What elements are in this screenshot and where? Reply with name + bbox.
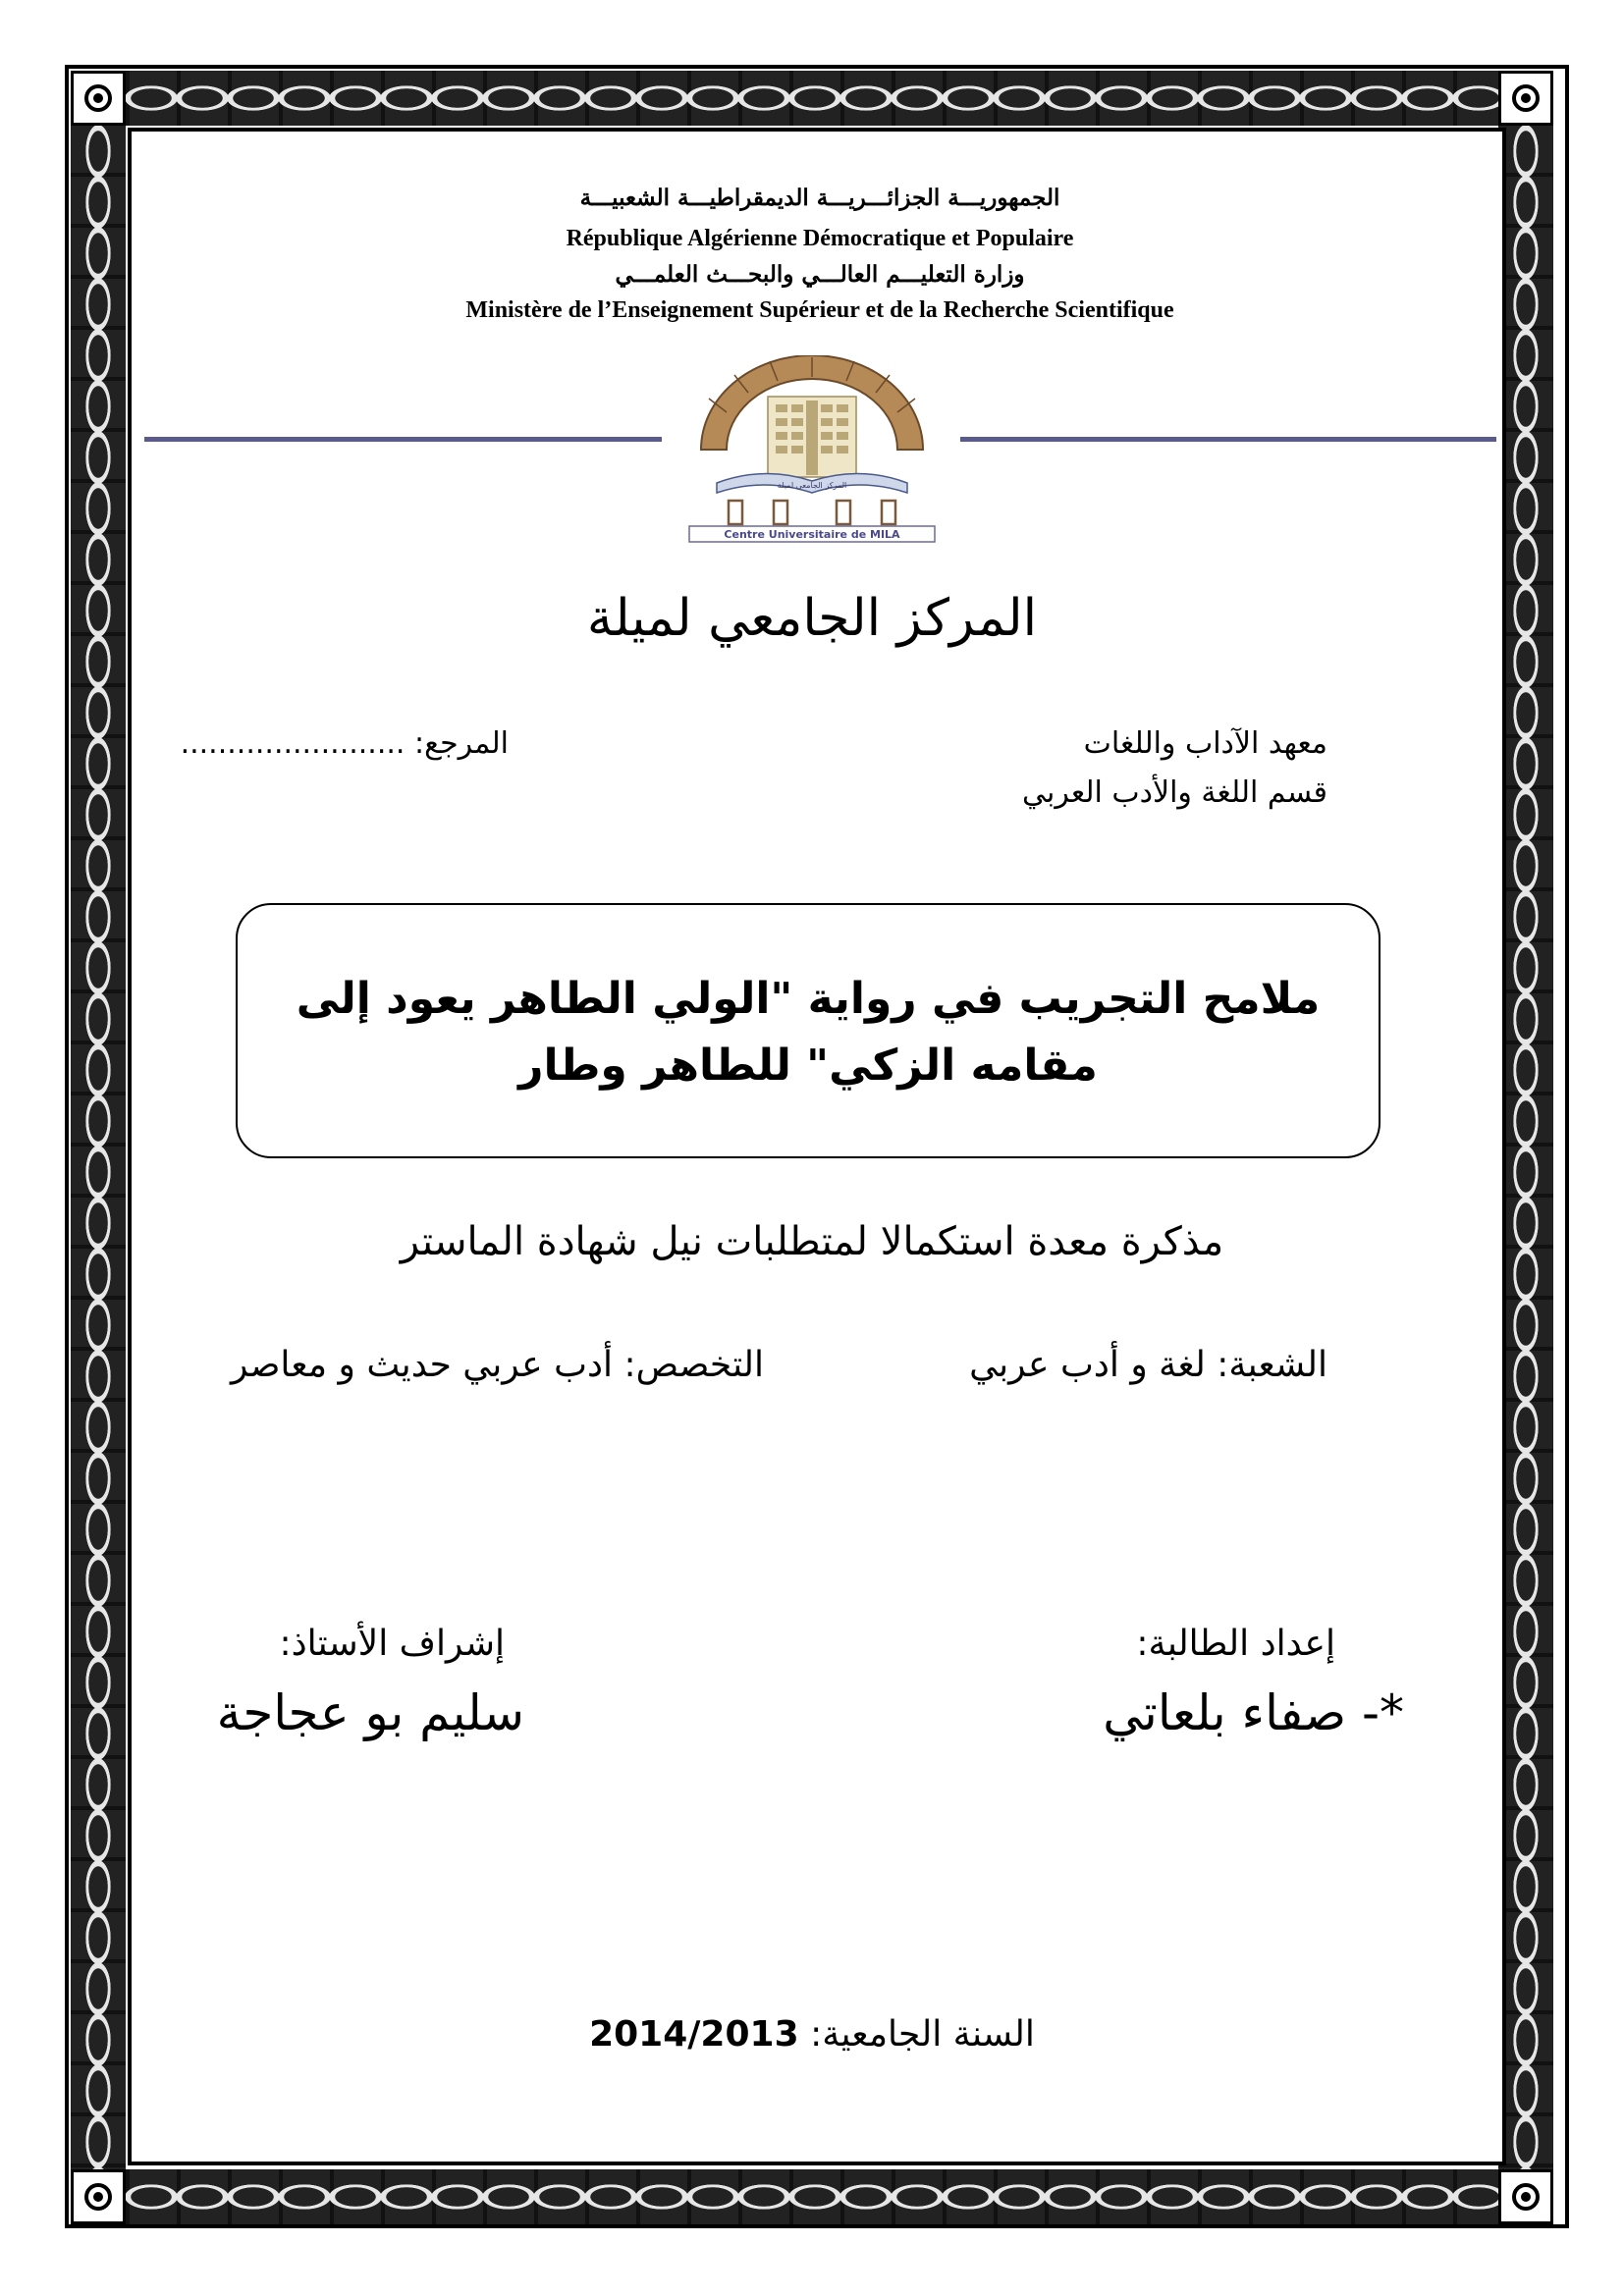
reference-field [181,726,509,761]
university-title: المركز الجامعي لميلة [586,589,1038,648]
academic-year-value: 2014/2013 [589,2014,799,2055]
svg-text:Centre Universitaire de MILA: Centre Universitaire de MILA [724,528,900,541]
border-band-bottom [126,2169,1498,2224]
republic-name-french: République Algérienne Démocratique et Populaire [566,226,1074,251]
reference-label: المرجع: [414,726,509,761]
thesis-title: ملامح التجريب في رواية "الولي الطاهر يعود إلى مقامه الزكي" للطاهر وطار [296,974,1321,1091]
branch-field: الشعبة: لغة و أدب عربي [969,1345,1327,1385]
academic-year-label: السنة الجامعية: [810,2014,1035,2055]
corner-ornament-icon [1498,71,1553,126]
academic-year [393,2014,1231,2055]
ministry-name-arabic: وزارة التعليـــم العالـــي والبحـــث العلمـــي [615,261,1025,288]
student-name: *- صفاء بلعاتي [1103,1684,1404,1741]
header-rule-right [960,437,1496,442]
reference-dots: ........................ [180,726,406,761]
memo-description: مذكرة معدة استكمالا لمتطلبات نيل شهادة الماستر [400,1219,1224,1264]
corner-ornament-icon [71,71,126,126]
department-name: قسم اللغة والأدب العربي [1021,775,1327,810]
thesis-title-box [236,903,1380,1158]
svg-text:المركز الجامعي لميلة: المركز الجامعي لميلة [777,481,847,490]
republic-name-arabic: الجمهوريـــة الجزائـــريـــة الديمقراطيـــة الشعبيـــة [579,185,1060,211]
corner-ornament-icon [1498,2169,1553,2224]
border-band-left [71,126,126,2170]
border-band-top [126,71,1498,126]
header-rule-left [144,437,662,442]
corner-ornament-icon [71,2169,126,2224]
institute-name: معهد الآداب واللغات [1083,726,1327,761]
specialty-field: التخصص: أدب عربي حديث و معاصر [231,1345,764,1385]
border-band-right [1498,126,1553,2170]
university-logo [687,355,937,544]
professor-name: سليم بو عجاجة [216,1684,524,1741]
prepared-by-label: إعداد الطالبة: [1136,1624,1335,1664]
supervisor-label: إشراف الأستاذ: [279,1624,505,1664]
ministry-name-french: Ministère de l’Enseignement Supérieur et de la Recherche Scientifique [465,297,1174,323]
